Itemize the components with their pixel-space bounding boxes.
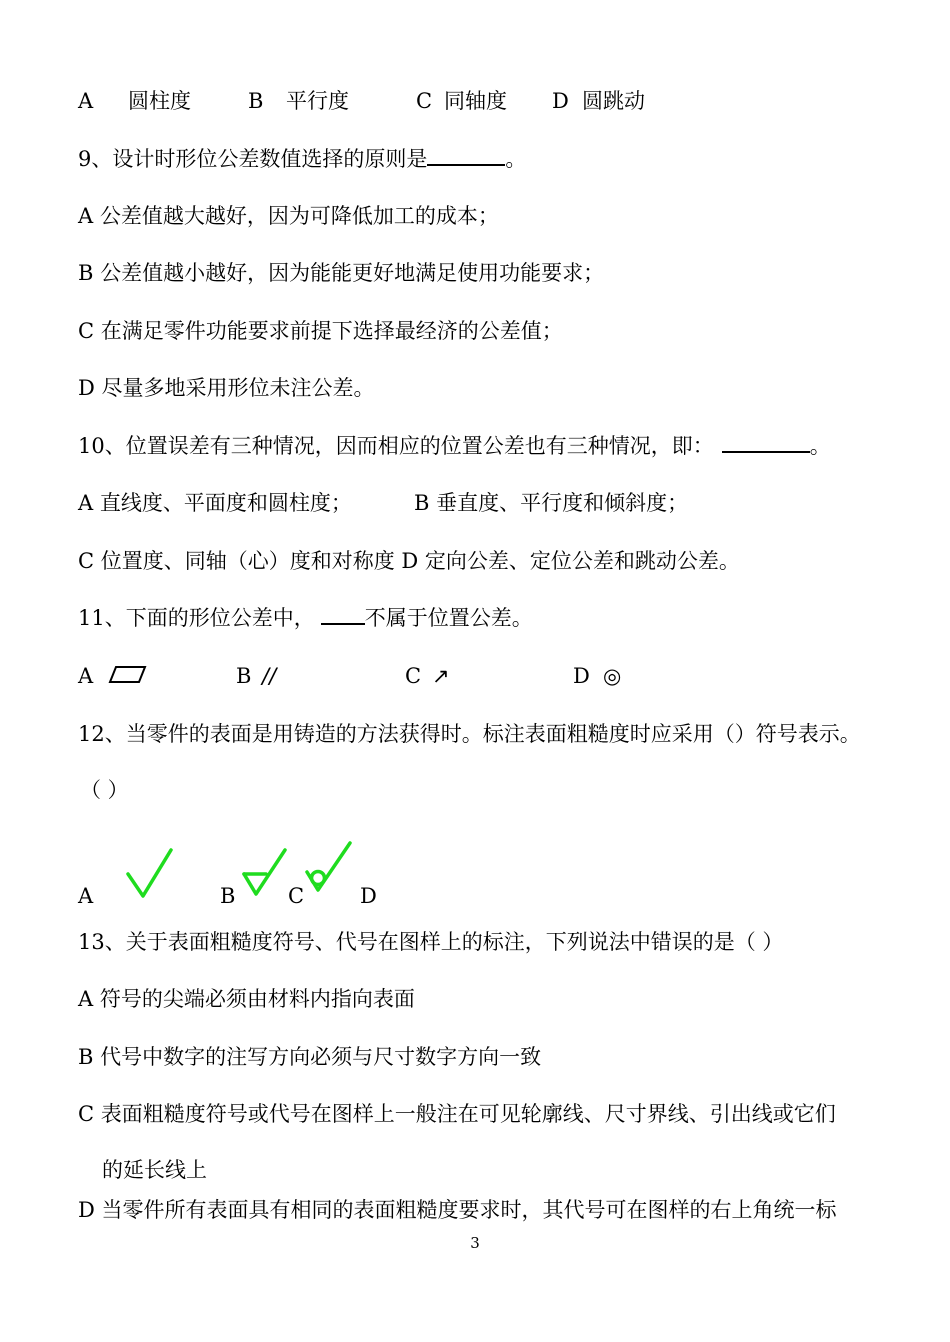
circular-runout-icon: ↗ <box>432 664 450 688</box>
q13-option-a: A 符号的尖端必须由材料内指向表面 <box>78 987 415 1011</box>
q8-option-b-text: 平行度 <box>286 89 349 113</box>
q8-option-b-letter: B <box>248 89 264 113</box>
q10-option-a: A 直线度、平面度和圆柱度； <box>78 491 352 515</box>
q9-option-a: A 公差值越大越好，因为可降低加工的成本； <box>78 204 499 228</box>
q9-stem-end: 。 <box>505 147 527 171</box>
q11-stem-text: 11、下面的形位公差中， <box>78 606 315 630</box>
parallelism-icon: // <box>262 664 277 688</box>
q13-option-b: B 代号中数字的注写方向必须与尺寸数字方向一致 <box>78 1045 542 1069</box>
q8-option-a-text: 圆柱度 <box>128 89 191 113</box>
q13-stem: 13、关于表面粗糙度符号、代号在图样上的标注，下列说法中错误的是（ ） <box>78 930 784 954</box>
q8-option-d-letter: D <box>552 89 569 113</box>
q9-option-c: C 在满足零件功能要求前提下选择最经济的公差值； <box>78 319 563 343</box>
roughness-machined-symbol-icon <box>242 848 288 900</box>
roughness-basic-symbol-icon <box>126 848 174 900</box>
q11-stem-end: 不属于位置公差。 <box>364 606 533 630</box>
page-number: 3 <box>470 1234 480 1252</box>
q10-option-cd: C 位置度、同轴（心）度和对称度 D 定向公差、定位公差和跳动公差。 <box>78 549 740 573</box>
q11-option-d-letter: D <box>573 664 590 688</box>
q11-option-a-letter: A <box>78 664 94 688</box>
q11-answer-blank[interactable] <box>321 605 365 625</box>
q11-stem <box>78 603 533 633</box>
roughness-no-removal-symbol-icon <box>304 840 354 896</box>
q10-stem-end: 。 <box>809 434 831 458</box>
q13-option-c-line1: C 表面粗糙度符号或代号在图样上一般注在可见轮廓线、尺寸界线、引出线或它们 <box>78 1102 836 1126</box>
q10-stem <box>78 431 831 461</box>
q10-stem-text: 10、位置误差有三种情况，因而相应的位置公差也有三种情况，即： <box>78 434 714 458</box>
concentricity-icon: ◎ <box>603 664 622 688</box>
q11-option-c-letter: C <box>405 664 422 688</box>
q10-option-b: B 垂直度、平行度和倾斜度； <box>414 491 689 515</box>
q8-option-c-letter: C <box>416 89 433 113</box>
flatness-icon <box>108 664 148 686</box>
q9-option-b: B 公差值越小越好，因为能能更好地满足使用功能要求； <box>78 261 605 285</box>
q12-option-d-letter: D <box>360 884 377 908</box>
q12-option-b-letter: B <box>220 884 236 908</box>
q12-option-c-letter: C <box>288 884 305 908</box>
q9-stem <box>78 144 526 174</box>
q8-option-c-text: 同轴度 <box>444 89 507 113</box>
q9-answer-blank[interactable] <box>427 146 505 166</box>
q10-answer-blank[interactable] <box>722 433 810 453</box>
q12-stem: 12、当零件的表面是用铸造的方法获得时。标注表面粗糙度时应采用（）符号表示。 <box>78 722 861 746</box>
q12-answer-paren: （ ） <box>80 778 129 802</box>
q12-option-a-letter: A <box>78 884 94 908</box>
q13-option-c-line2: 的延长线上 <box>102 1158 207 1182</box>
q8-option-d-text: 圆跳动 <box>582 89 645 113</box>
q11-option-b-letter: B <box>236 664 252 688</box>
q13-option-d: D 当零件所有表面具有相同的表面粗糙度要求时，其代号可在图样的右上角统一标 <box>78 1198 837 1222</box>
q9-stem-text: 9、设计时形位公差数值选择的原则是 <box>78 147 428 171</box>
q8-option-a-letter: A <box>78 89 94 113</box>
q9-option-d: D 尽量多地采用形位未注公差。 <box>78 376 375 400</box>
